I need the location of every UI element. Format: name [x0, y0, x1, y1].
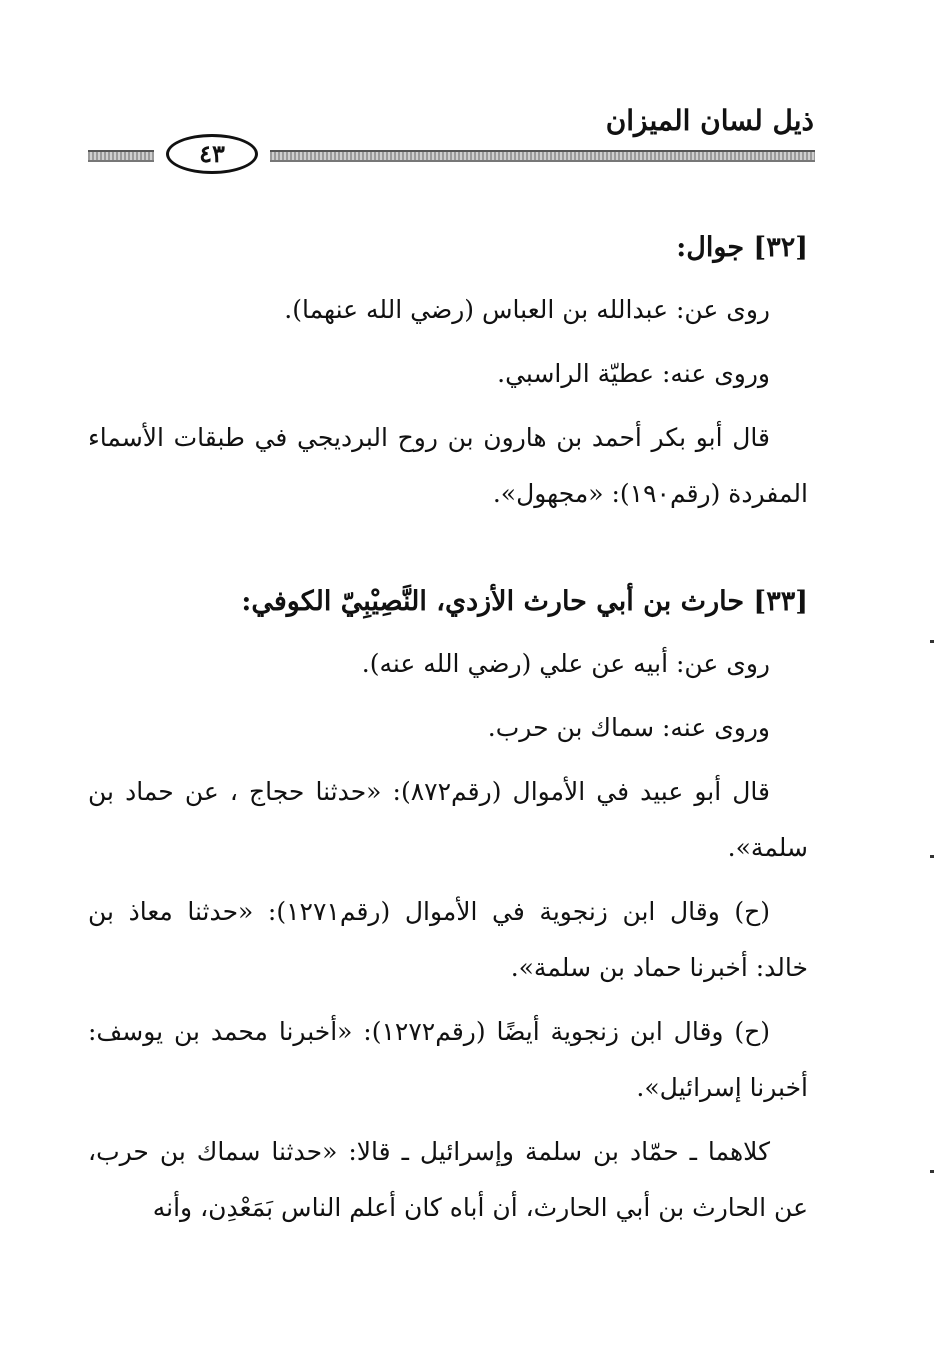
header-rule-right: [270, 150, 815, 162]
paragraph: قال أبو عبيد في الأموال (رقم٨٧٢): «حدثنا حجاج ، عن حماد بن سلمة».: [88, 777, 808, 862]
page-body: [88, 220, 808, 1236]
narrated-from: روى عن: أبيه عن علي (رضي الله عنه).: [361, 649, 770, 678]
narrated-by: وروى عنه: عطيّة الراسبي.: [497, 359, 770, 388]
edge-mark: [930, 855, 934, 858]
entry-title: [٣٣] حارث بن أبي حارث الأزدي، النَّصِيْبِيّ الكوفي:: [241, 586, 808, 617]
paragraph: (ح) وقال ابن زنجوية أيضًا (رقم١٢٧٢): «أخبرنا محمد بن يوسف: أخبرنا إسرائيل».: [88, 1017, 808, 1102]
entry-title: [٣٢] جوال:: [676, 232, 808, 263]
paragraph: (ح) وقال ابن زنجوية في الأموال (رقم١٢٧١): «حدثنا معاذ بن خالد: أخبرنا حماد بن سلمة».: [88, 897, 808, 982]
book-title: ذيل لسان الميزان: [605, 104, 814, 137]
narrated-from: روى عن: عبدالله بن العباس (رضي الله عنهما).: [284, 295, 770, 324]
edge-mark: [930, 640, 934, 643]
edge-mark: [930, 1170, 934, 1173]
page-header: [0, 0, 934, 200]
page-number: ٤٣: [166, 134, 258, 174]
header-rule-left: [88, 150, 154, 162]
paragraph: كلاهما ـ حمّاد بن سلمة وإسرائيل ـ قالا: «حدثنا سماك بن حرب، عن الحارث بن أبي الحارث، أن أباه كان أعلم الناس بَمَعْدِن، وأنه: [88, 1137, 808, 1222]
paragraph: قال أبو بكر أحمد بن هارون بن روح البرديجي في طبقات الأسماء المفردة (رقم١٩٠): «مجهول».: [88, 423, 808, 508]
entry-32: [88, 220, 808, 522]
narrated-by: وروى عنه: سماك بن حرب.: [487, 713, 770, 742]
entry-33: [88, 574, 808, 1236]
